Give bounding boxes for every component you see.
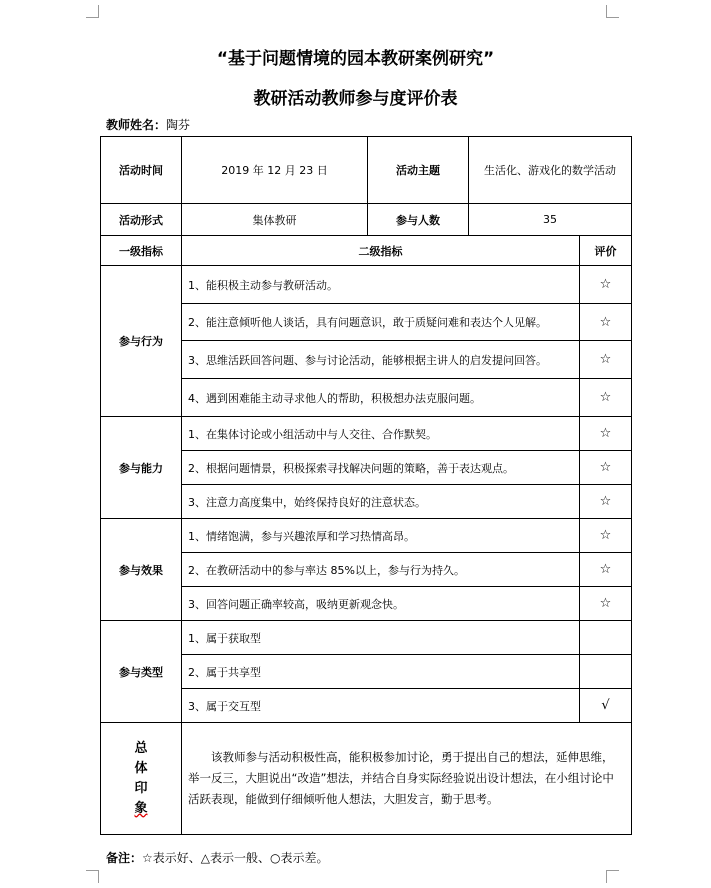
criterion-text: 1、属于获取型 bbox=[182, 621, 580, 655]
criterion-text: 2、在教研活动中的参与率达 85%以上，参与行为持久。 bbox=[182, 553, 580, 587]
criterion-text: 3、属于交互型 bbox=[182, 689, 580, 723]
teacher-name-line bbox=[106, 116, 190, 133]
rating-cell: ☆ bbox=[580, 587, 632, 621]
summary-label-char: 印 bbox=[134, 780, 148, 796]
activity-form-label: 活动形式 bbox=[101, 204, 182, 236]
rating-cell: ☆ bbox=[580, 379, 632, 417]
crop-mark-bottom-right bbox=[606, 870, 619, 883]
table-row bbox=[101, 266, 632, 304]
header-level1: 一级指标 bbox=[101, 236, 182, 266]
evaluation-table bbox=[100, 136, 632, 835]
crop-mark-top-left bbox=[86, 5, 99, 18]
legend-note bbox=[106, 849, 328, 866]
section-ability-name: 参与能力 bbox=[101, 417, 182, 519]
header-rating: 评价 bbox=[580, 236, 632, 266]
summary-label-char: 体 bbox=[134, 760, 148, 776]
summary-text: 该教师参与活动积极性高，能积极参加讨论，勇于提出自己的想法，延伸思维，举一反三，大胆说出“改造”想法，并结合自身实际经验说出设计想法，在小组讨论中活跃表现，能做到仔细倾听他人想法，大胆发言，勤于思考。 bbox=[182, 723, 632, 835]
info-row-form bbox=[101, 204, 632, 236]
document-subtitle: 教研活动教师参与度评价表 bbox=[253, 89, 458, 109]
participant-count-value: 35 bbox=[469, 204, 632, 236]
header-level2: 二级指标 bbox=[182, 236, 580, 266]
summary-label-char: 总 bbox=[134, 740, 148, 756]
rating-cell: ☆ bbox=[580, 519, 632, 553]
criterion-text: 2、能注意倾听他人谈话，具有问题意识，敢于质疑问难和表达个人见解。 bbox=[182, 304, 580, 341]
criterion-text: 4、遇到困难能主动寻求他人的帮助，积极想办法克服问题。 bbox=[182, 379, 580, 417]
criterion-text: 2、根据问题情景，积极探索寻找解决问题的策略，善于表达观点。 bbox=[182, 451, 580, 485]
table-row bbox=[101, 417, 632, 451]
teacher-name-value: 陶芬 bbox=[166, 118, 191, 132]
criterion-text: 3、思维活跃回答问题、参与讨论活动，能够根据主讲人的启发提问回答。 bbox=[182, 341, 580, 379]
section-behavior-name: 参与行为 bbox=[101, 266, 182, 417]
summary-row bbox=[101, 723, 632, 835]
checkmark-cell: √ bbox=[580, 689, 632, 723]
activity-theme-value: 生活化、游戏化的数学活动 bbox=[469, 137, 632, 204]
criterion-text: 1、在集体讨论或小组活动中与人交往、合作默契。 bbox=[182, 417, 580, 451]
summary-label bbox=[101, 723, 182, 835]
rating-cell: ☆ bbox=[580, 417, 632, 451]
activity-form-value: 集体教研 bbox=[182, 204, 368, 236]
summary-label-char: 象 bbox=[134, 800, 148, 816]
criterion-text: 3、回答问题正确率较高，吸纳更新观念快。 bbox=[182, 587, 580, 621]
table-row bbox=[101, 621, 632, 655]
table-row bbox=[101, 519, 632, 553]
participant-count-label: 参与人数 bbox=[368, 204, 469, 236]
criterion-text: 3、注意力高度集中，始终保持良好的注意状态。 bbox=[182, 485, 580, 519]
rating-cell: ☆ bbox=[580, 266, 632, 304]
criterion-text: 1、能积极主动参与教研活动。 bbox=[182, 266, 580, 304]
info-row-time bbox=[101, 137, 632, 204]
rating-cell: ☆ bbox=[580, 553, 632, 587]
criterion-text: 2、属于共享型 bbox=[182, 655, 580, 689]
document-title: “基于问题情境的园本教研案例研究” bbox=[216, 49, 495, 69]
rating-cell: ☆ bbox=[580, 485, 632, 519]
rating-cell bbox=[580, 655, 632, 689]
rating-cell: ☆ bbox=[580, 451, 632, 485]
note-text: ☆表示好、△表示一般、○表示差。 bbox=[142, 851, 329, 865]
section-effect-name: 参与效果 bbox=[101, 519, 182, 621]
crop-mark-bottom-left bbox=[86, 870, 99, 883]
crop-mark-top-right bbox=[606, 5, 619, 18]
criterion-text: 1、情绪饱满，参与兴趣浓厚和学习热情高昂。 bbox=[182, 519, 580, 553]
activity-time-label: 活动时间 bbox=[101, 137, 182, 204]
header-row bbox=[101, 236, 632, 266]
rating-cell bbox=[580, 621, 632, 655]
section-type-name: 参与类型 bbox=[101, 621, 182, 723]
teacher-name-label: 教师姓名： bbox=[106, 118, 167, 132]
activity-time-value: 2019 年 12 月 23 日 bbox=[182, 137, 368, 204]
note-label: 备注： bbox=[106, 851, 143, 865]
rating-cell: ☆ bbox=[580, 304, 632, 341]
rating-cell: ☆ bbox=[580, 341, 632, 379]
activity-theme-label: 活动主题 bbox=[368, 137, 469, 204]
